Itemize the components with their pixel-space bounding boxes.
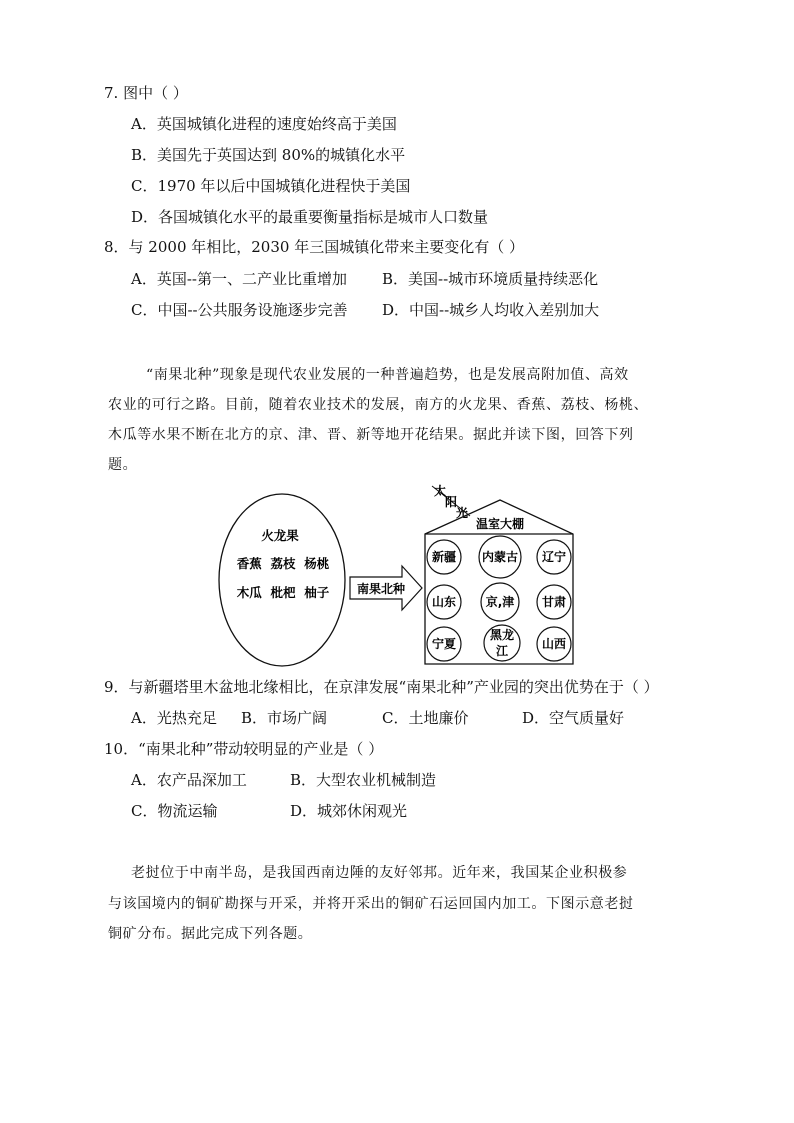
q8-option-c: C．中国--公共服务设施逐步完善 [131, 301, 348, 319]
q8-option-a: A．英国--第一、二产业比重增加 [131, 270, 347, 288]
passage2-line-3: 铜矿分布。据此完成下列各题。 [108, 926, 313, 942]
q9-option-b: B．市场广阔 [241, 709, 328, 727]
region-label-shandong: 山东 [431, 595, 457, 609]
passage2-line-2: 与该国境内的铜矿勘探与开采，并将开采出的铜矿石运回国内加工。下图示意老挝 [108, 896, 634, 912]
q10-option-c: C．物流运输 [131, 802, 218, 820]
region-label-heilongjiang-line-2: 江 [495, 644, 509, 658]
fruit-ellipse [219, 494, 345, 666]
passage1-line-3: 木瓜等水果不断在北方的京、津、晋、新等地开花结果。据此并读下图，回答下列 [108, 427, 634, 443]
q7-option-c: C．1970 年以后中国城镇化进程快于美国 [131, 177, 411, 195]
region-label-ningxia: 宁夏 [431, 637, 457, 651]
q10-stem: 10．“南果北种”带动较明显的产业是（ ） [104, 740, 384, 758]
q9-option-d: D．空气质量好 [522, 709, 625, 727]
fruit-row-2: 木瓜 枇杷 柚子 [236, 585, 330, 600]
passage1-line-4: 题。 [108, 457, 138, 473]
region-label-xinjiang: 新疆 [431, 550, 457, 564]
q9-option-c: C．土地廉价 [382, 709, 469, 727]
q9-option-a: A．光热充足 [131, 709, 217, 727]
sun-char-1: 太 [433, 484, 447, 498]
fruit-title: 火龙果 [261, 528, 299, 543]
q10-option-d: D．城郊休闲观光 [290, 802, 408, 820]
region-label-neimenggu: 内蒙古 [481, 550, 519, 564]
q8-stem: 8．与 2000 年相比，2030 年三国城镇化带来主要变化有（ ） [104, 238, 524, 256]
fruit-row-1: 香蕉 荔枝 杨桃 [236, 556, 330, 571]
region-label-shanxi: 山西 [541, 637, 567, 651]
q10-option-b: B．大型农业机械制造 [290, 771, 437, 789]
arrow-label: 南果北种 [356, 582, 406, 596]
passage1-line-2: 农业的可行之路。目前，随着农业技术的发展，南方的火龙果、香蕉、荔枝、杨桃、 [108, 397, 649, 413]
q9-stem: 9．与新疆塔里木盆地北缘相比，在京津发展“南果北种”产业园的突出优势在于（ ） [104, 678, 659, 696]
region-label-gansu: 甘肃 [541, 595, 567, 609]
q10-option-a: A．农产品深加工 [131, 771, 247, 789]
q7-option-a: A．英国城镇化进程的速度始终高于美国 [131, 115, 397, 133]
q8-option-d: D．中国--城乡人均收入差别加大 [382, 301, 600, 319]
greenhouse-label: 温室大棚 [475, 517, 525, 531]
q7-option-d: D．各国城镇化水平的最重要衡量指标是城市人口数量 [131, 208, 489, 226]
q8-option-b: B．美国--城市环境质量持续恶化 [382, 270, 599, 288]
q7-option-b: B．美国先于英国达到 80%的城镇化水平 [131, 146, 406, 164]
region-label-jingjin: 京,津 [485, 595, 515, 609]
sun-char-3: 光 [455, 506, 469, 520]
region-label-heilongjiang-line-1: 黑龙 [489, 628, 515, 642]
region-label-liaoning: 辽宁 [541, 550, 567, 564]
sun-char-2: 阳 [444, 495, 458, 509]
passage1-line-1: “南果北种”现象是现代农业发展的一种普遍趋势，也是发展高附加值、高效 [146, 367, 629, 383]
q7-stem: 7. 图中（ ） [104, 84, 188, 102]
passage2-line-1: 老挝位于中南半岛，是我国西南边陲的友好邻邦。近年来，我国某企业积极参 [131, 865, 628, 881]
